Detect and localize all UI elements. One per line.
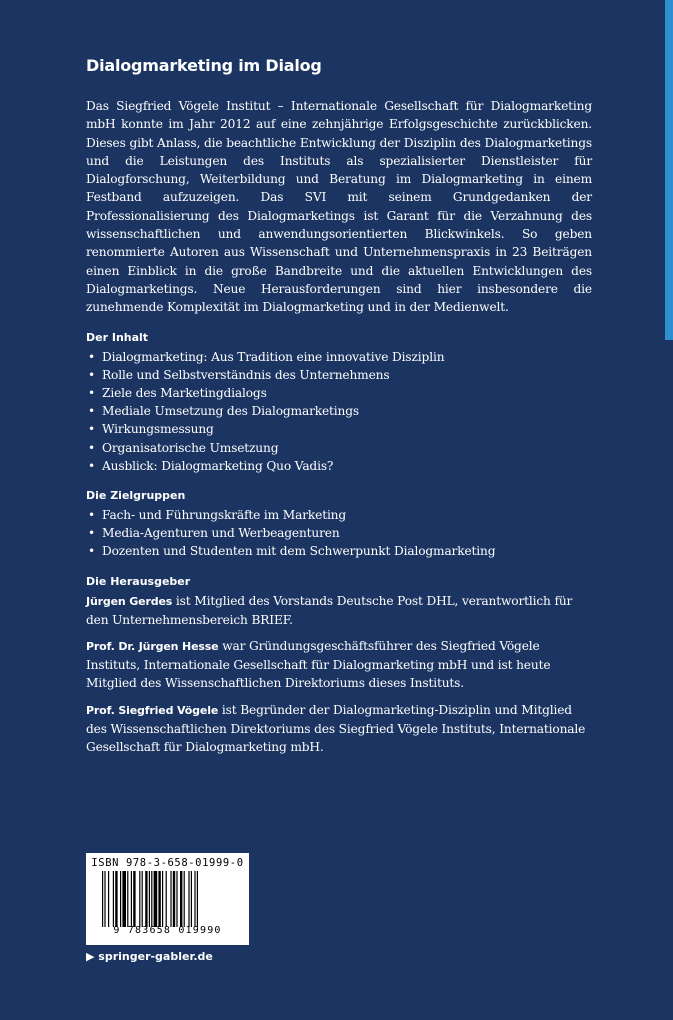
barcode-bar [190, 871, 191, 927]
barcode-bar [133, 871, 135, 927]
barcode-bar [188, 871, 189, 927]
editor-text: ist Begründer der Dialogmarketing-Disziplin und Mitglied des Wissenschaftlichen Direktoriums des Siegfried Vögele Instituts, Internationale Gesellschaft für Dialogmarketing mbH. [86, 702, 586, 755]
barcode-bar [102, 871, 103, 927]
barcode-bar [148, 871, 149, 927]
barcode-bar [120, 871, 121, 927]
barcode-bar [153, 871, 157, 927]
list-item: • Ausblick: Dialogmarketing Quo Vadis? [86, 457, 592, 475]
list-item: • Rolle und Selbstverständnis des Unternehmens [86, 366, 592, 384]
barcode-bar [158, 871, 160, 927]
editor-text: war Gründungsgeschäftsführer des Siegfried Vögele Instituts, Internationale Gesellschaft für Dialogmarketing mbH und ist heute Mitglied des Wissenschaftlichen Direktoriums dieses Instituts. [86, 639, 551, 691]
barcode-bar [108, 871, 109, 927]
contents-heading: Der Inhalt [86, 330, 149, 344]
barcode-bar [194, 871, 195, 927]
editor-name: Jürgen Gerdes [86, 594, 173, 608]
barcode-bar [145, 871, 147, 927]
book-title: Dialogmarketing im Dialog [86, 56, 322, 75]
barcode-bar [127, 871, 128, 927]
barcode-bar [130, 871, 131, 927]
isbn-barcode [86, 853, 249, 945]
publisher-link[interactable]: ▶ springer-gabler.de [86, 950, 213, 963]
barcode-bar [196, 871, 197, 927]
barcode-bar [172, 871, 174, 927]
isbn-label: ISBN 978-3-658-01999-0 [91, 857, 244, 869]
barcode-bar [180, 871, 182, 927]
list-item: • Ziele des Marketingdialogs [86, 384, 592, 402]
barcode-bar [122, 871, 126, 927]
editor-bio [86, 637, 592, 693]
barcode-bar [176, 871, 177, 927]
audience-list [86, 506, 592, 561]
editor-name: Prof. Dr. Jürgen Hesse [86, 640, 219, 653]
editor-bio [86, 701, 592, 757]
barcode-bar [104, 871, 105, 927]
contents-list [86, 348, 592, 475]
audience-heading: Die Zielgruppen [86, 488, 186, 502]
editors-heading: Die Herausgeber [86, 574, 191, 588]
barcode-bar [183, 871, 184, 927]
accent-stripe [665, 0, 673, 340]
list-item: • Organisatorische Umsetzung [86, 439, 592, 457]
list-item: • Dialogmarketing: Aus Tradition eine innovative Disziplin [86, 348, 592, 366]
list-item: • Fach- und Führungskräfte im Marketing [86, 506, 592, 524]
barcode-bar [141, 871, 142, 927]
list-item: • Mediale Umsetzung des Dialogmarketings [86, 402, 592, 420]
editor-text: ist Mitglied des Vorstands Deutsche Post DHL, verantwortlich für den Unternehmensbereich BRIEF. [86, 593, 573, 627]
barcode-bar [162, 871, 163, 927]
barcode-bar [112, 871, 113, 927]
barcode-bar [170, 871, 171, 927]
barcode-bar [165, 871, 166, 927]
list-item: • Media-Agenturen und Werbeagenturen [86, 524, 592, 542]
back-cover-content [86, 56, 592, 764]
barcode-bar [151, 871, 152, 927]
barcode-bar [139, 871, 140, 927]
editor-name: Prof. Siegfried Vögele [86, 703, 219, 717]
barcode-bar [115, 871, 117, 927]
list-item: • Dozenten und Studenten mit dem Schwerpunkt Dialogmarketing [86, 542, 592, 560]
list-item: • Wirkungsmessung [86, 420, 592, 438]
barcode-digits: 9 783658 019990 [113, 925, 222, 936]
editor-bio [86, 592, 592, 629]
intro-paragraph: Das Siegfried Vögele Institut – Internationale Gesellschaft für Dialogmarketing mbH konnte im Jahr 2012 auf eine zehnjährige Erfolgsgeschichte zurückblicken. Dieses gibt Anlass, die beachtliche Entwicklung der Disziplin des Dialogmarketings und die Leistungen des Instituts als spezialisierter Dienstleister für Dialogforschung, Weiterbildung und Beratung im Dialogmarketing in einem Festband aufzuzeigen. Das SVI mit seinem Grundgedanken der Professionalisierung des Dialogmarketings ist Garant für die Verzahnung des wissenschaftlichen und anwendungsorientierten Blickwinkels. So geben renommierte Autoren aus Wissenschaft und Unternehmenspraxis in 23 Beiträgen einen Einblick in die große Bandbreite und die aktuellen Entwicklungen des Dialogmarketings. Neue Herausforderungen sind hier insbesondere die zunehmende Komplexität im Dialogmarketing und in der Medienwelt. [86, 99, 592, 315]
barcode-bars [98, 871, 238, 927]
